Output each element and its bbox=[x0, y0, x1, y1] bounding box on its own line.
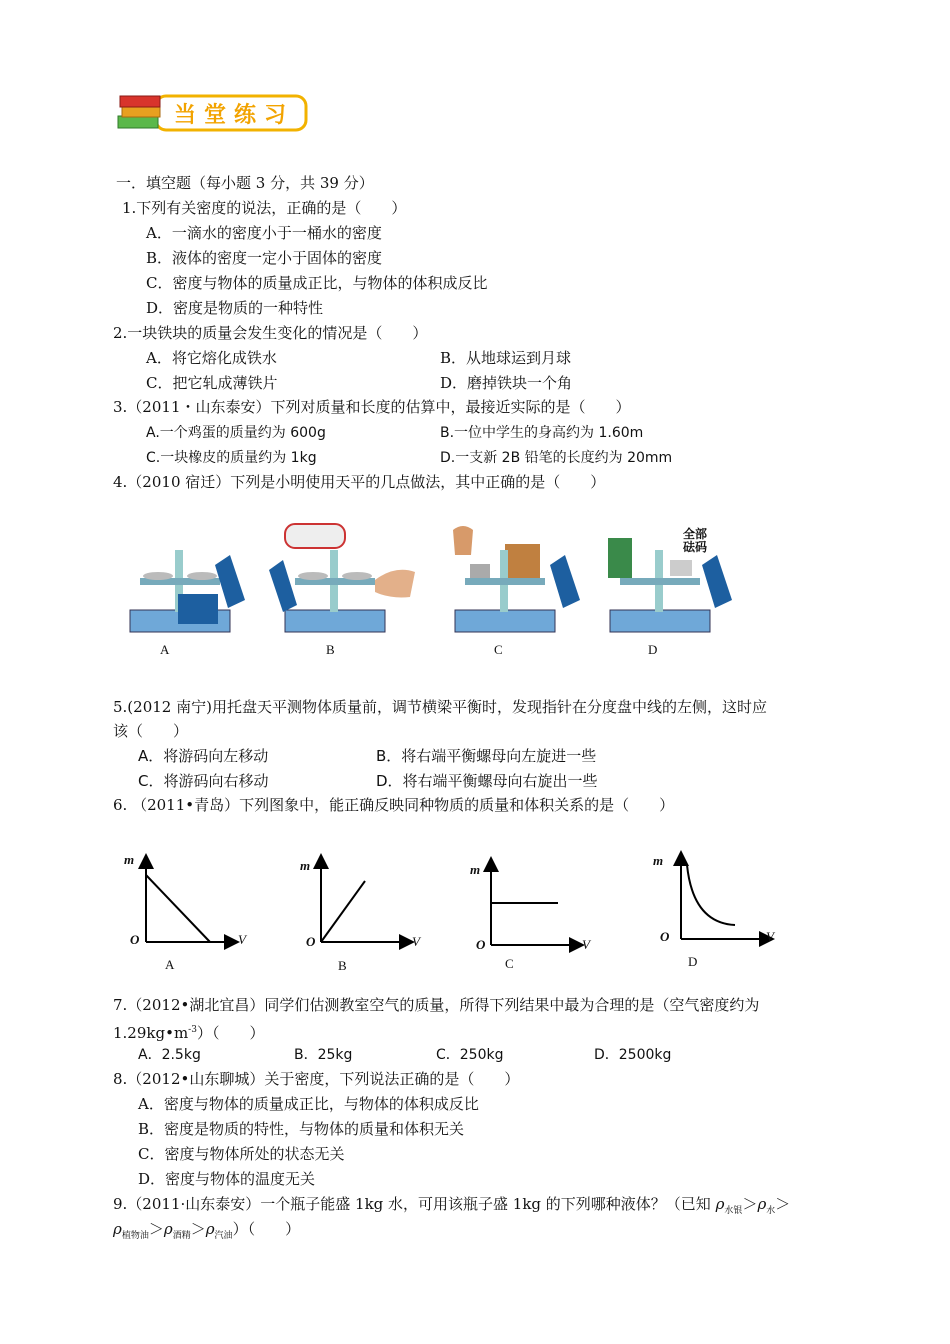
graph-d bbox=[681, 854, 771, 939]
q8-option-b: B．密度是物质的特性，与物体的质量和体积无关 bbox=[138, 1120, 465, 1138]
q5-stem-line1: 5.(2012 南宁)用托盘天平测物体质量前，调节横梁平衡时，发现指针在分度盘中线的左侧，这时应 bbox=[113, 698, 767, 716]
q1-option-a: A．一滴水的密度小于一桶水的密度 bbox=[146, 224, 382, 242]
graph-b bbox=[321, 857, 411, 942]
q4-stem: 4.（2010 宿迁）下列是小明使用天平的几点做法，其中正确的是（ ） bbox=[113, 473, 606, 491]
gt-sign: ＞ bbox=[775, 1195, 791, 1213]
q2-option-b: B．从地球运到月球 bbox=[440, 349, 572, 367]
rho-mercury-sub: 水银 bbox=[724, 1206, 743, 1216]
q6-stem: 6. （2011•青岛）下列图象中，能正确反映同种物质的质量和体积关系的是（ ） bbox=[113, 796, 675, 814]
q6-label-a: A bbox=[165, 957, 175, 972]
rho-alcohol-sub: 酒精 bbox=[172, 1231, 191, 1241]
graph-c-origin: O bbox=[476, 937, 486, 952]
gt-sign: ＞ bbox=[190, 1220, 206, 1238]
lesson-banner bbox=[116, 92, 310, 134]
graph-d-ylabel: m bbox=[653, 853, 664, 868]
q4-label-a: A bbox=[160, 642, 170, 657]
q6-graphs bbox=[118, 845, 788, 955]
q6-label-d: D bbox=[688, 954, 698, 969]
gt-sign: ＞ bbox=[742, 1195, 758, 1213]
q5-option-a: A．将游码向左移动 bbox=[138, 747, 269, 765]
q7-stem-line1: 7.（2012•湖北宜昌）同学们估测教室空气的质量，所得下列结果中最为合理的是（空气密度约为 bbox=[113, 996, 760, 1014]
q5-option-d: D．将右端平衡螺母向右旋出一些 bbox=[376, 772, 598, 790]
q7-density-unit: 1.29kg•m bbox=[113, 1024, 189, 1042]
q4-label-c: C bbox=[494, 642, 503, 657]
q8-option-c: C．密度与物体所处的状态无关 bbox=[138, 1145, 345, 1163]
graph-b-ylabel: m bbox=[300, 858, 311, 873]
q7-option-b: B．25kg bbox=[294, 1047, 353, 1063]
rho-gasoline-sub: 汽油 bbox=[214, 1231, 233, 1241]
q2-option-d: D．磨掉铁块一个角 bbox=[440, 374, 573, 392]
rho-symbol: ρ bbox=[113, 1220, 122, 1238]
q6-label-b: B bbox=[338, 958, 347, 973]
q4-label-b: B bbox=[326, 642, 335, 657]
graph-a-xlabel: V bbox=[238, 932, 246, 947]
q7-option-c: C．250kg bbox=[436, 1047, 504, 1063]
q7-stem-line2 bbox=[113, 1020, 264, 1043]
q6-label-c: C bbox=[505, 956, 514, 971]
q5-option-b: B．将右端平衡螺母向左旋进一些 bbox=[376, 747, 597, 765]
q1-option-c: C．密度与物体的质量成正比，与物体的体积成反比 bbox=[146, 274, 488, 292]
q3-option-a: A.一个鸡蛋的质量约为 600g bbox=[146, 425, 326, 441]
balance-b bbox=[269, 524, 415, 632]
graph-a-ylabel: m bbox=[124, 852, 135, 867]
graph-d-xlabel: V bbox=[766, 929, 774, 944]
graph-c bbox=[491, 860, 581, 945]
q3-stem: 3.（2011・山东泰安）下列对质量和长度的估算中，最接近实际的是（ ） bbox=[113, 398, 631, 416]
q9-stem-line2 bbox=[113, 1219, 300, 1246]
q7-option-d: D．2500kg bbox=[594, 1047, 672, 1063]
q1-option-b: B．液体的密度一定小于固体的密度 bbox=[146, 249, 383, 267]
balance-c bbox=[453, 526, 580, 632]
q9-stem-text: 9.（2011·山东泰安）一个瓶子能盛 1kg 水，可用该瓶子盛 1kg 的下列哪种液体？（已知 bbox=[113, 1195, 711, 1213]
q7-stem-end: ）（ ） bbox=[196, 1024, 265, 1042]
q2-option-c: C．把它轧成薄铁片 bbox=[146, 374, 278, 392]
q3-option-c: C.一块橡皮的质量约为 1kg bbox=[146, 450, 317, 466]
q3-option-b: B.一位中学生的身高约为 1.60m bbox=[440, 425, 644, 441]
q8-option-a: A．密度与物体的质量成正比，与物体的体积成反比 bbox=[138, 1095, 479, 1113]
balance-figures bbox=[120, 520, 740, 645]
q5-stem-line2: 该（ ） bbox=[113, 722, 189, 740]
q3-option-d: D.一支新 2B 铅笔的长度约为 20mm bbox=[440, 450, 673, 466]
graph-b-xlabel: V bbox=[412, 934, 420, 949]
graph-a bbox=[146, 857, 236, 942]
q1-option-d: D．密度是物质的一种特性 bbox=[146, 299, 324, 317]
q2-stem: 2.一块铁块的质量会发生变化的情况是（ ） bbox=[113, 324, 428, 342]
graph-a-origin: O bbox=[130, 932, 140, 947]
graph-c-ylabel: m bbox=[470, 862, 481, 877]
graph-d-origin: O bbox=[660, 929, 670, 944]
q7-unit-exponent: -3 bbox=[188, 1025, 197, 1035]
graph-b-origin: O bbox=[306, 934, 316, 949]
q2-option-a: A．将它熔化成铁水 bbox=[146, 349, 277, 367]
q8-option-d: D．密度与物体的温度无关 bbox=[138, 1170, 316, 1188]
q7-option-a: A．2.5kg bbox=[138, 1047, 201, 1063]
q8-stem: 8.（2012•山东聊城）关于密度，下列说法正确的是（ ） bbox=[113, 1070, 520, 1088]
banner-title: 当堂练习 bbox=[174, 103, 295, 128]
q5-option-c: C．将游码向右移动 bbox=[138, 772, 269, 790]
gt-sign: ＞ bbox=[148, 1220, 164, 1238]
rho-symbol: ρ bbox=[715, 1195, 725, 1213]
rho-oil-sub: 植物油 bbox=[121, 1231, 149, 1241]
q9-stem-line1 bbox=[113, 1194, 790, 1221]
rho-symbol: ρ bbox=[205, 1220, 215, 1238]
balance-a bbox=[130, 550, 245, 632]
q4-label-d: D bbox=[648, 642, 658, 657]
rho-water-sub: 水 bbox=[766, 1206, 776, 1216]
q9-stem-end: ）（ ） bbox=[232, 1220, 301, 1238]
rho-symbol: ρ bbox=[757, 1195, 767, 1213]
section-heading: 一．填空题（每小题 3 分，共 39 分） bbox=[116, 174, 374, 192]
weights-note: 全部砝码 bbox=[683, 527, 708, 554]
q1-stem: 1.下列有关密度的说法，正确的是（ ） bbox=[122, 199, 407, 217]
rho-symbol: ρ bbox=[163, 1220, 173, 1238]
graph-c-xlabel: V bbox=[582, 937, 590, 952]
